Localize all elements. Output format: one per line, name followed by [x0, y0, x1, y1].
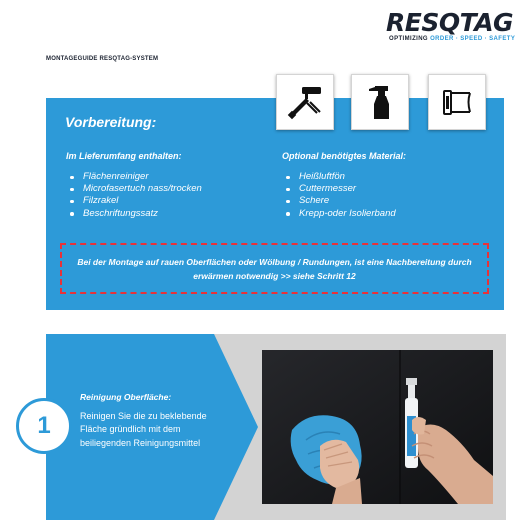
list-item: Filzrakel	[69, 195, 202, 207]
list-item: Krepp-oder Isolierband	[285, 208, 396, 220]
cleaning-photo	[262, 350, 493, 504]
document-title: MONTAGEGUIDE RESQTAG-SYSTEM	[46, 56, 159, 62]
logo-tagline	[389, 36, 515, 42]
list-item: Beschriftungssatz	[69, 208, 202, 220]
list-item: Schere	[285, 195, 396, 207]
list-item: Heißluftfön	[285, 171, 396, 183]
logo-tagline-lead: OPTIMIZING	[389, 36, 428, 42]
logo-tagline-accent: ORDER · SPEED · SAFETY	[430, 36, 516, 42]
step-number-badge	[16, 398, 72, 454]
squeegee-roller-icon	[285, 82, 325, 122]
list-item: Flächenreiniger	[69, 171, 202, 183]
notice-text: Bei der Montage auf rauen Oberflächen oder Wölbung / Rundungen, ist eine Nachbereitung durch erwärmen notwendig >> siehe Schritt 12	[77, 256, 472, 281]
cleaning-illustration	[262, 350, 493, 504]
list-item: Microfasertuch nass/trocken	[69, 183, 202, 195]
included-list	[69, 171, 202, 220]
step-title: Reinigung Oberfläche:	[80, 392, 172, 402]
included-title: Im Lieferumfang enthalten:	[66, 151, 182, 161]
spray-tile	[351, 74, 409, 130]
resqtag-logo	[386, 8, 518, 48]
optional-list	[285, 171, 396, 220]
spray-bottle-icon	[360, 82, 400, 122]
tape-tile	[428, 74, 486, 130]
step-description: Reinigen Sie die zu beklebende Fläche gründlich mit dem beiliegenden Reinigungsmittel	[80, 411, 207, 448]
tape-roll-icon	[437, 82, 477, 122]
preparation-heading: Vorbereitung:	[65, 114, 157, 130]
step-number: 1	[37, 412, 51, 439]
logo-wordmark: RESQTAG	[386, 8, 514, 37]
squeegee-tile	[276, 74, 334, 130]
list-item: Cuttermesser	[285, 183, 396, 195]
optional-title: Optional benötigtes Material:	[282, 151, 407, 161]
notice-box	[60, 243, 489, 294]
